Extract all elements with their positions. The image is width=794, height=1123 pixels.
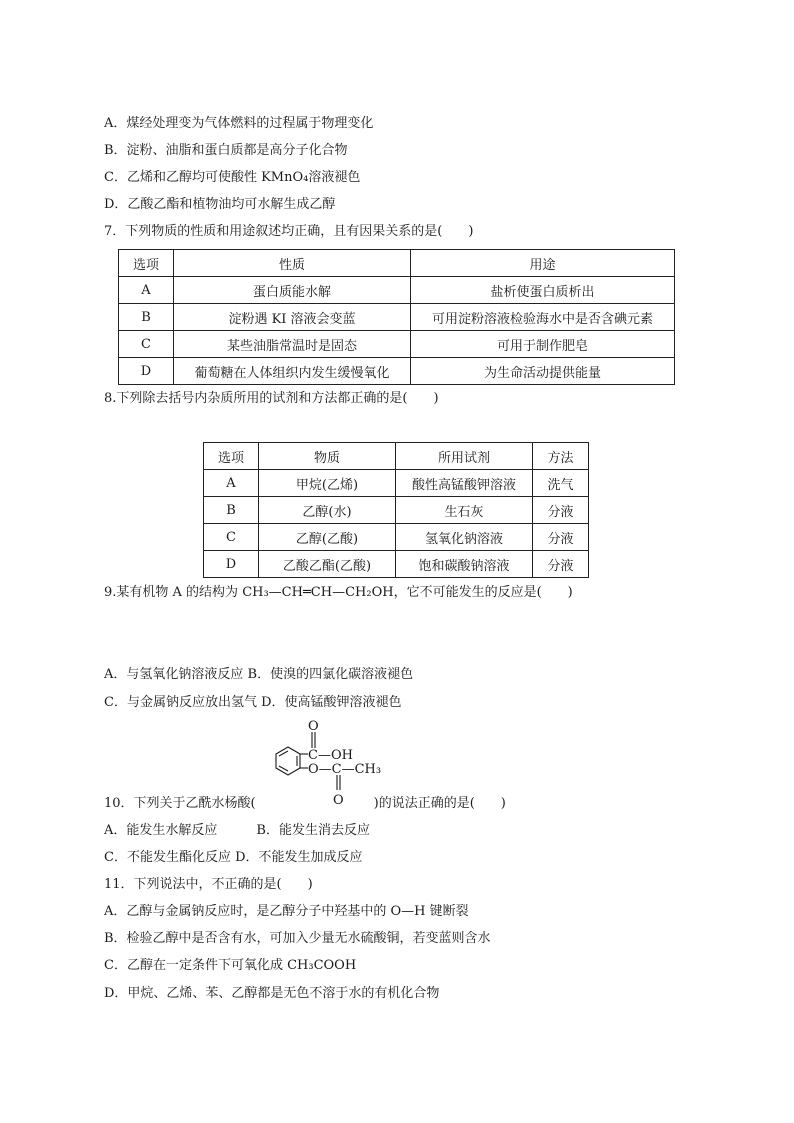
table-cell: 为生命活动提供能量: [411, 358, 675, 385]
table-cell: C: [119, 331, 174, 358]
table-cell: D: [119, 358, 174, 385]
table-header: 性质: [174, 250, 411, 277]
carbonyl-oxygen-bottom: O: [333, 793, 344, 808]
q9-option-cd: C．与金属钠反应放出氢气 D．使高锰酸钾溶液褪色: [104, 695, 402, 710]
q8-table: [203, 442, 589, 578]
q11-stem: 11．下列说法中，不正确的是( ): [104, 877, 313, 892]
q10-option-ab: A．能发生水解反应 B．能发生消去反应: [104, 823, 370, 838]
q10-option-cd: C．不能发生酯化反应 D．不能发生加成反应: [104, 850, 363, 865]
q10-stem-post: )的说法正确的是( ): [373, 796, 506, 811]
carboxyl-group: C—OH: [308, 748, 353, 763]
ester-group: O—C—CH₃: [308, 762, 382, 777]
q10-stem-pre: 10．下列关于乙酰水杨酸(: [104, 796, 256, 811]
table-row: [119, 304, 675, 331]
table-cell: 甲烷(乙烯): [259, 470, 396, 497]
table-row: [204, 524, 589, 551]
table-cell: A: [119, 277, 174, 304]
table-cell: 生石灰: [396, 497, 533, 524]
table-cell: 葡萄糖在人体组织内发生缓慢氧化: [174, 358, 411, 385]
table-cell: A: [204, 470, 259, 497]
table-cell: C: [204, 524, 259, 551]
table-cell: B: [204, 497, 259, 524]
table-header: 选项: [204, 443, 259, 470]
table-cell: 乙醇(乙酸): [259, 524, 396, 551]
table-cell: D: [204, 551, 259, 578]
table-header: 所用试剂: [396, 443, 533, 470]
table-row: [204, 497, 589, 524]
table-row: [204, 443, 589, 470]
q7-table: [118, 249, 675, 385]
table-cell: 可用于制作肥皂: [411, 331, 675, 358]
table-cell: 氢氧化钠溶液: [396, 524, 533, 551]
carbonyl-oxygen-top: O: [308, 719, 319, 734]
table-header: 用途: [411, 250, 675, 277]
table-cell: B: [119, 304, 174, 331]
table-cell: 盐析使蛋白质析出: [411, 277, 675, 304]
q8-stem: 8.下列除去括号内杂质所用的试剂和方法都正确的是( ): [104, 391, 439, 406]
q11-option-b: B．检验乙醇中是否含有水，可加入少量无水硫酸铜，若变蓝则含水: [104, 931, 491, 946]
q6-option-d: D．乙酸乙酯和植物油均可水解生成乙醇: [104, 197, 336, 212]
table-cell: 酸性高锰酸钾溶液: [396, 470, 533, 497]
table-row: [119, 250, 675, 277]
table-header: 方法: [533, 443, 589, 470]
q11-option-a: A．乙醇与金属钠反应时，是乙醇分子中羟基中的 O—H 键断裂: [104, 904, 469, 919]
table-row: [204, 551, 589, 578]
q9-stem: 9.某有机物 A 的结构为 CH₃—CH═CH—CH₂OH，它不可能发生的反应是( ): [104, 585, 573, 600]
table-header: 选项: [119, 250, 174, 277]
table-row: [204, 470, 589, 497]
table-cell: 洗气: [533, 470, 589, 497]
q7-stem: 7．下列物质的性质和用途叙述均正确，且有因果关系的是( ): [104, 224, 474, 239]
q11-option-d: D．甲烷、乙烯、苯、乙醇都是无色不溶于水的有机化合物: [104, 986, 440, 1001]
table-header: 物质: [259, 443, 396, 470]
table-row: [119, 277, 675, 304]
q10-stem: [104, 795, 506, 813]
table-row: [119, 358, 675, 385]
table-cell: 分液: [533, 497, 589, 524]
q11-option-c: C．乙醇在一定条件下可氧化成 CH₃COOH: [104, 958, 357, 973]
table-cell: 分液: [533, 551, 589, 578]
table-cell: 蛋白质能水解: [174, 277, 411, 304]
table-cell: 某些油脂常温时是固态: [174, 331, 411, 358]
q9-option-ab: A．与氢氧化钠溶液反应 B．使溴的四氯化碳溶液褪色: [104, 667, 414, 682]
table-cell: 乙酸乙酯(乙酸): [259, 551, 396, 578]
table-cell: 淀粉遇 KI 溶液会变蓝: [174, 304, 411, 331]
q6-option-c: C．乙烯和乙醇均可使酸性 KMnO₄溶液褪色: [104, 170, 361, 185]
q6-option-a: A．煤经处理变为气体燃料的过程属于物理变化: [104, 116, 374, 131]
q6-option-b: B．淀粉、油脂和蛋白质都是高分子化合物: [104, 143, 348, 158]
table-cell: 饱和碳酸钠溶液: [396, 551, 533, 578]
table-cell: 乙醇(水): [259, 497, 396, 524]
table-cell: 可用淀粉溶液检验海水中是否含碘元素: [411, 304, 675, 331]
table-row: [119, 331, 675, 358]
table-cell: 分液: [533, 524, 589, 551]
